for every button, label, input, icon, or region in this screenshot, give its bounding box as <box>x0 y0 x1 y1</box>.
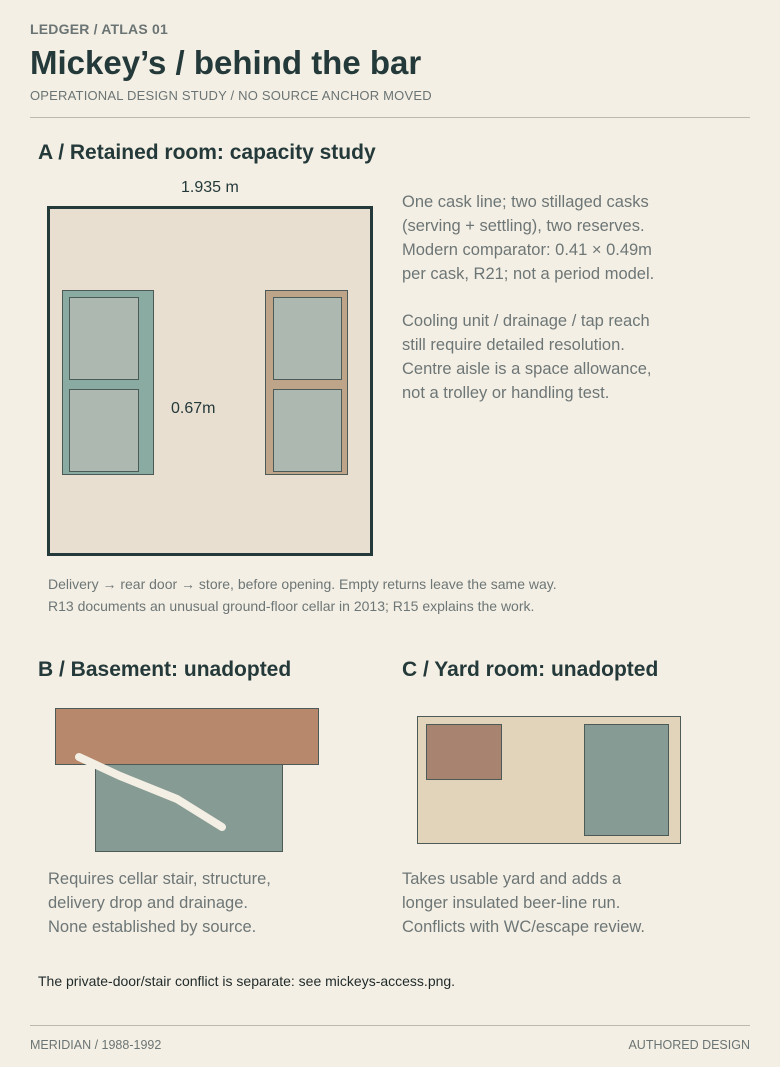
footer-left: MERIDIAN / 1988-1992 <box>30 1038 162 1052</box>
capacity-line: Modern comparator: 0.41 × 0.49m <box>402 241 652 259</box>
section-b-title: B / Basement: unadopted <box>38 658 292 681</box>
delivery-note-line: R13 documents an unusual ground-floor cellar in 2013; R15 explains the work. <box>48 598 535 614</box>
basement-line: None established by source. <box>48 918 257 936</box>
capacity-line: per cask, R21; not a period model. <box>402 265 655 283</box>
ledger-kicker: LEDGER / ATLAS 01 <box>30 21 168 37</box>
yard-description <box>402 867 645 939</box>
section-c-title: C / Yard room: unadopted <box>402 658 659 681</box>
basement-description <box>48 867 271 939</box>
capacity-line: One cask line; two stillaged casks <box>402 193 649 211</box>
basement-line: delivery drop and drainage. <box>48 894 248 912</box>
yard-line: Takes usable yard and adds a <box>402 870 622 888</box>
aisle-width-label: 0.67m <box>171 400 216 417</box>
basement-line: Requires cellar stair, structure, <box>48 870 271 888</box>
resolution-line: Centre aisle is a space allowance, <box>402 360 652 378</box>
footer-divider <box>30 1025 750 1026</box>
yard-teal-block <box>584 724 669 836</box>
delivery-note-line: Delivery → rear door → store, before opening. Empty returns leave the same way. <box>48 576 557 592</box>
section-a-title: A / Retained room: capacity study <box>38 141 376 164</box>
page-subtitle: OPERATIONAL DESIGN STUDY / NO SOURCE ANCHOR MOVED <box>30 88 432 103</box>
yard-line: longer insulated beer-line run. <box>402 894 621 912</box>
room-width-label: 1.935 m <box>181 179 239 196</box>
page-title: Mickey’s / behind the bar <box>30 44 422 81</box>
yard-line: Conflicts with WC/escape review. <box>402 918 645 936</box>
resolution-line: Cooling unit / drainage / tap reach <box>402 312 650 330</box>
resolution-line: not a trolley or handling test. <box>402 384 610 402</box>
access-note: The private-door/stair conflict is separate: see mickeys-access.png. <box>38 973 456 989</box>
yard-brown-block <box>426 724 502 780</box>
resolution-line: still require detailed resolution. <box>402 336 625 354</box>
capacity-line: (serving + settling), two reserves. <box>402 217 645 235</box>
footer-right: AUTHORED DESIGN <box>628 1038 750 1052</box>
